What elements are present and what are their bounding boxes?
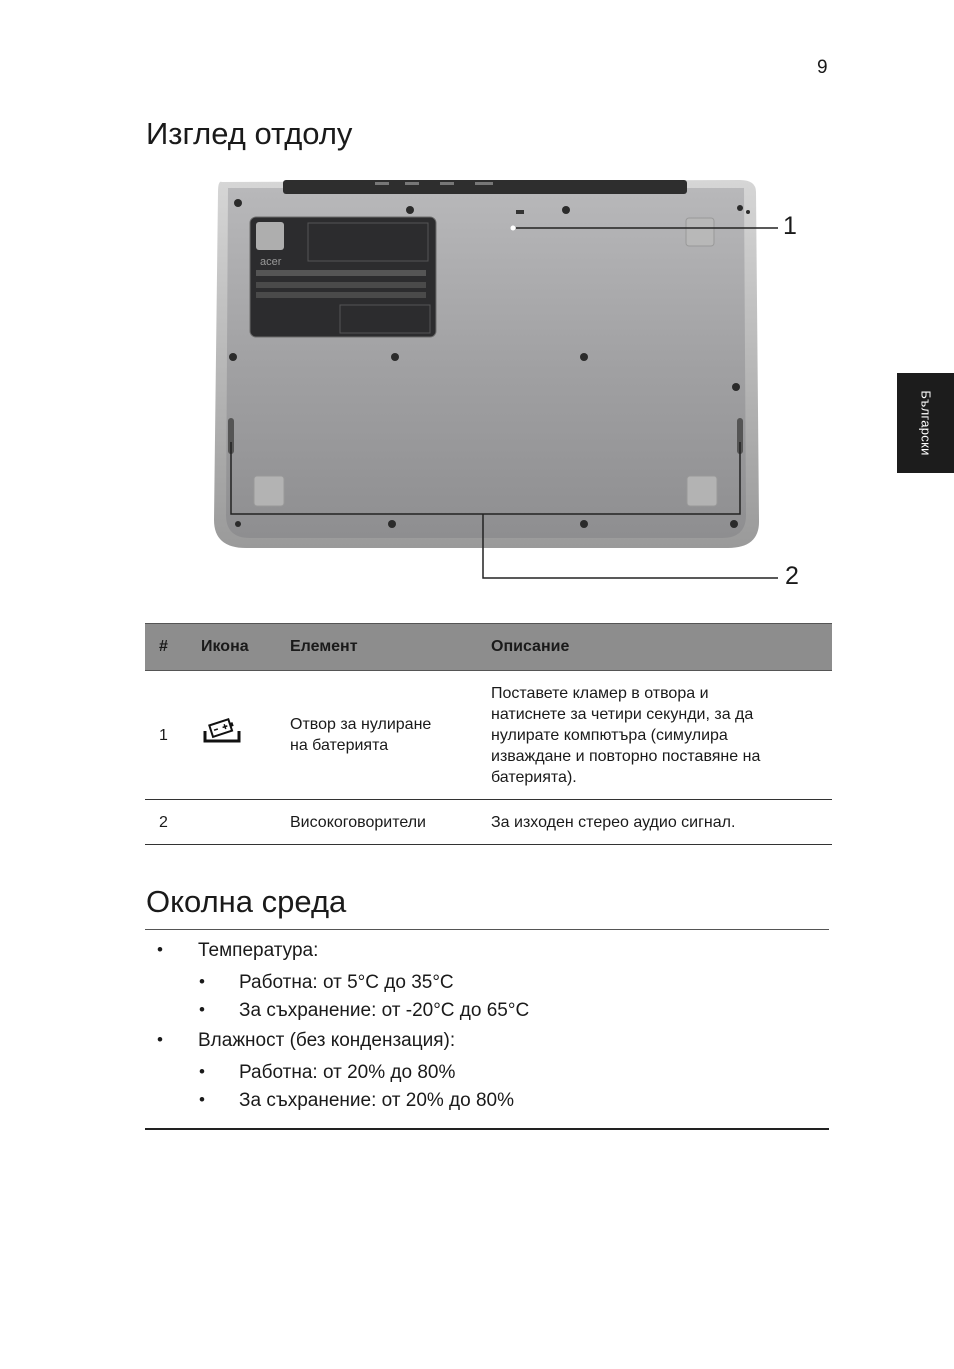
bullet: •	[157, 940, 163, 959]
row-description: Поставете кламер в отвора и натиснете за четири секунди, за да нулирате компютъра (симулира изваждане и повторно поставяне на батерията).	[477, 671, 832, 800]
column-header-number: #	[145, 624, 187, 671]
table-header-row	[145, 624, 832, 671]
environment-title: Околна среда	[146, 884, 347, 919]
row-icon-cell	[187, 800, 276, 845]
row-element: Високоговорители	[276, 800, 477, 845]
row-description: За изходен стерео аудио сигнал.	[477, 800, 832, 845]
column-header-icon: Икона	[187, 624, 276, 671]
row-number: 2	[145, 800, 187, 845]
column-header-element: Елемент	[276, 624, 477, 671]
language-tab-label: Български	[918, 390, 933, 456]
laptop-bottom-illustration	[200, 170, 820, 600]
battery-reset-icon	[201, 717, 243, 747]
divider-top	[145, 929, 829, 930]
callout-1: 1	[783, 212, 797, 240]
table-row	[145, 800, 832, 845]
battery-reset-hole	[511, 226, 516, 231]
logo-text: acer	[260, 256, 282, 268]
row-icon-cell	[187, 671, 276, 800]
bullet: •	[199, 1000, 205, 1019]
bottom-view-title: Изглед отдолу	[146, 116, 353, 151]
laptop-bottom-figure	[200, 170, 820, 600]
language-tab	[897, 373, 954, 473]
list-item-label: За съхранение: от 20% до 80%	[239, 1090, 515, 1111]
page-number: 9	[817, 57, 828, 78]
bullet: •	[199, 1090, 205, 1109]
list-item-label: Работна: от 5°C до 35°C	[239, 972, 454, 993]
bullet: •	[199, 1062, 205, 1081]
column-header-description: Описание	[477, 624, 832, 671]
bullet: •	[157, 1030, 163, 1049]
list-item-label: За съхранение: от -20°C до 65°C	[239, 1000, 530, 1021]
divider-bottom	[145, 1128, 829, 1130]
list-item-label: Работна: от 20% до 80%	[239, 1062, 456, 1083]
bullet: •	[199, 972, 205, 991]
list-item-label: Влажност (без кондензация):	[198, 1030, 456, 1051]
row-element: Отвор за нулиране на батерията	[276, 671, 477, 800]
list-item-label: Температура:	[198, 940, 319, 961]
bottom-view-table	[145, 623, 832, 845]
callout-2: 2	[785, 562, 799, 590]
table-row	[145, 671, 832, 800]
row-number: 1	[145, 671, 187, 800]
